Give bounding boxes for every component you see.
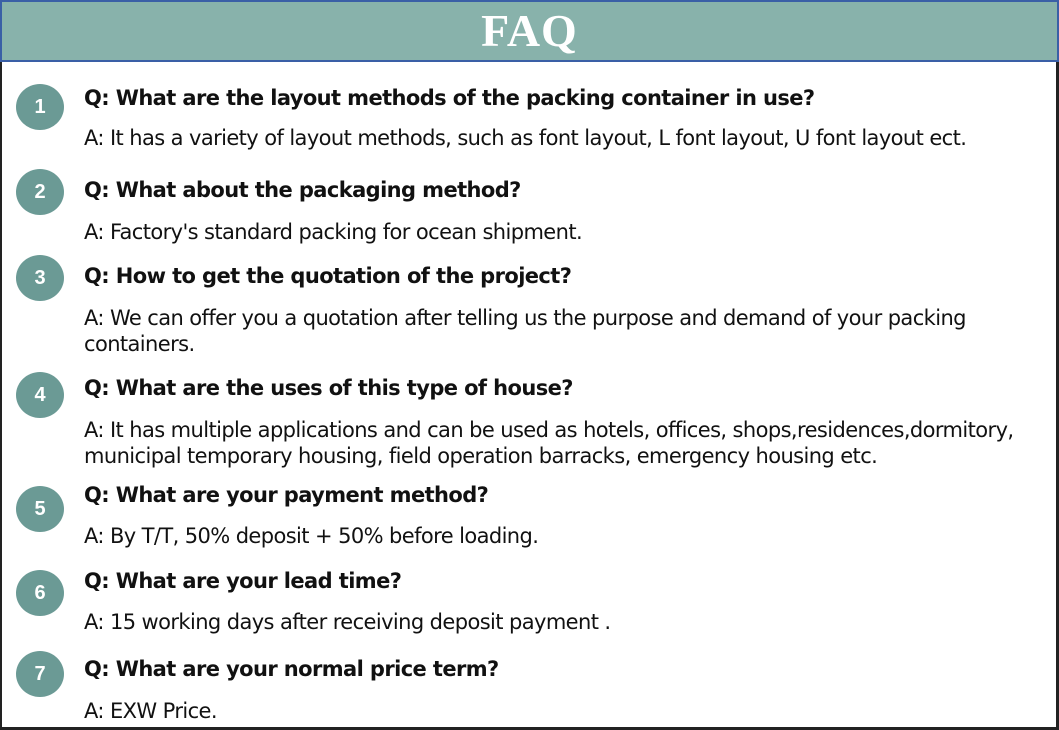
page-title: FAQ — [481, 5, 578, 56]
faq-answer: A: 15 working days after receiving deposit payment . — [84, 610, 611, 634]
faq-answer: A: EXW Price. — [84, 699, 217, 723]
faq-question: Q: What are your payment method? — [84, 483, 489, 507]
faq-question: Q: What are your lead time? — [84, 569, 402, 593]
faq-question: Q: What are the layout methods of the packing container in use? — [84, 86, 815, 110]
number-badge: 7 — [16, 651, 64, 697]
faq-header — [0, 0, 1059, 62]
faq-answer: A: We can offer you a quotation after telling us the purpose and demand of your packing containers. — [84, 306, 966, 356]
faq-question: Q: What about the packaging method? — [84, 178, 521, 202]
number-badge: 6 — [16, 570, 64, 616]
faq-answer: A: Factory's standard packing for ocean shipment. — [84, 220, 583, 244]
faq-answer: A: It has a variety of layout methods, such as font layout, L font layout, U font layout ect. — [84, 126, 967, 150]
faq-answer: A: By T/T, 50% deposit + 50% before loading. — [84, 524, 539, 548]
faq-question: Q: How to get the quotation of the project? — [84, 264, 572, 288]
faq-question: Q: What are the uses of this type of house? — [84, 376, 573, 400]
faq-question: Q: What are your normal price term? — [84, 657, 499, 681]
number-badge: 4 — [16, 372, 64, 418]
number-badge: 2 — [16, 169, 64, 215]
faq-answer: A: It has multiple applications and can be used as hotels, offices, shops,residences,dormitory, municipal temporary housing, field operation barracks, emergency housing etc. — [84, 418, 1014, 468]
number-badge: 5 — [16, 486, 64, 532]
number-badge: 3 — [16, 255, 64, 301]
number-badge: 1 — [16, 84, 64, 130]
